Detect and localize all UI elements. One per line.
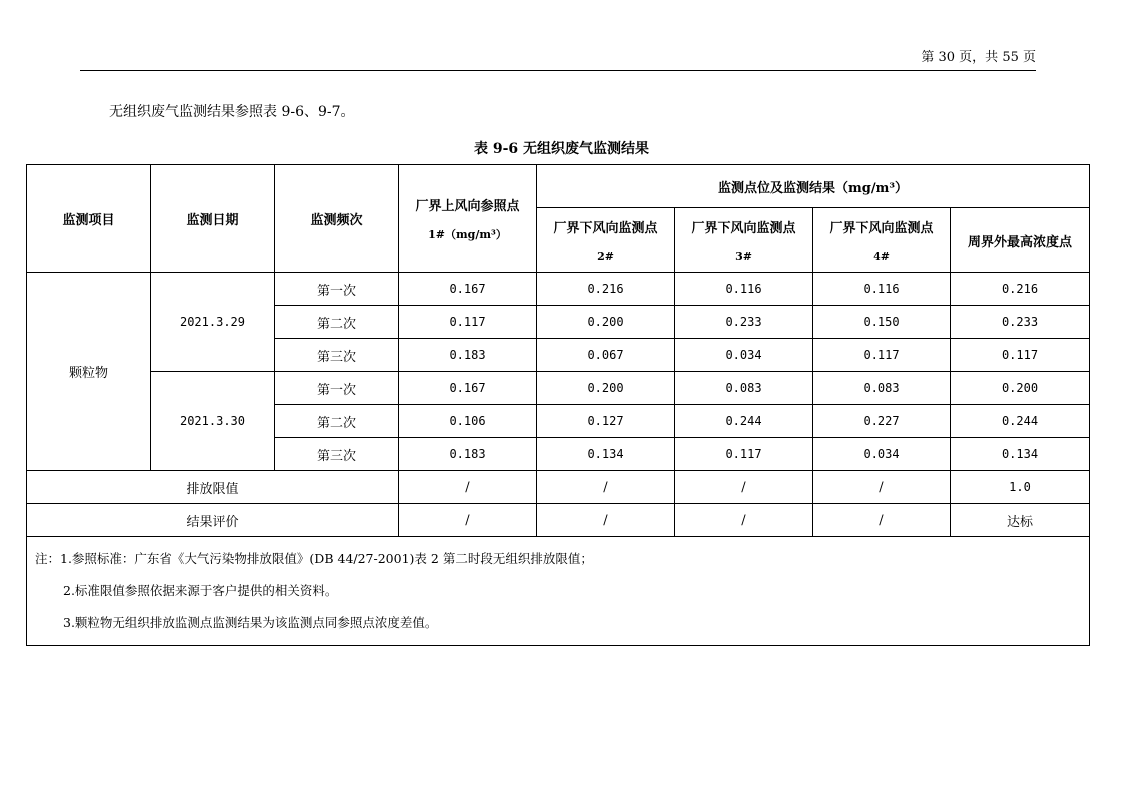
value-cell: 0.216 — [537, 273, 675, 306]
header-downwind-4 — [813, 208, 951, 273]
header-downwind-4-sub: 4# — [873, 250, 890, 263]
intro-paragraph: 无组织废气监测结果参照表 9-6、9-7。 — [109, 104, 355, 120]
value-cell: 0.134 — [951, 438, 1090, 471]
value-cell: 0.106 — [399, 405, 537, 438]
item-name-cell: 颗粒物 — [27, 273, 151, 471]
header-downwind-3-label: 厂界下风向监测点 — [691, 221, 796, 236]
value-cell: 0.117 — [951, 339, 1090, 372]
value-cell: 0.200 — [537, 306, 675, 339]
value-cell: 0.117 — [675, 438, 813, 471]
note-line: 3.颗粒物无组织排放监测点监测结果为该监测点同参照点浓度差值。 — [63, 615, 438, 630]
value-cell: 0.244 — [675, 405, 813, 438]
header-downwind-3 — [675, 208, 813, 273]
value-cell: 0.227 — [813, 405, 951, 438]
value-cell: 0.167 — [399, 273, 537, 306]
frequency-cell: 第三次 — [275, 339, 399, 372]
header-downwind-2 — [537, 208, 675, 273]
header-downwind-4-label: 厂界下风向监测点 — [829, 221, 934, 236]
value-cell: 1.0 — [951, 471, 1090, 504]
notes-cell — [27, 537, 1090, 646]
header-upwind-point — [399, 165, 537, 273]
evaluation-label: 结果评价 — [27, 504, 399, 537]
value-cell: 0.127 — [537, 405, 675, 438]
header-downwind-2-label: 厂界下风向监测点 — [553, 221, 658, 236]
date-cell: 2021.3.30 — [151, 372, 275, 471]
value-cell: 达标 — [951, 504, 1090, 537]
value-cell: 0.233 — [675, 306, 813, 339]
date-cell: 2021.3.29 — [151, 273, 275, 372]
header-downwind-3-sub: 3# — [735, 250, 752, 263]
value-cell: / — [537, 504, 675, 537]
header-frequency: 监测频次 — [275, 165, 399, 273]
value-cell: 0.083 — [813, 372, 951, 405]
value-cell: 0.117 — [399, 306, 537, 339]
value-cell: 0.200 — [951, 372, 1090, 405]
value-cell: 0.233 — [951, 306, 1090, 339]
value-cell: / — [675, 504, 813, 537]
value-cell: 0.167 — [399, 372, 537, 405]
header-upwind-sub: 1#（mg/m³） — [428, 228, 507, 241]
page-number: 第 30 页，共 55 页 — [921, 50, 1036, 65]
frequency-cell: 第二次 — [275, 405, 399, 438]
value-cell: / — [813, 504, 951, 537]
limit-row — [27, 471, 1090, 504]
value-cell: 0.083 — [675, 372, 813, 405]
header-date: 监测日期 — [151, 165, 275, 273]
value-cell: 0.216 — [951, 273, 1090, 306]
evaluation-row — [27, 504, 1090, 537]
notes-row — [27, 537, 1090, 646]
table-row — [27, 273, 1090, 306]
header-group-title: 监测点位及监测结果（mg/m³） — [537, 165, 1090, 208]
value-cell: 0.117 — [813, 339, 951, 372]
value-cell: / — [399, 504, 537, 537]
table-caption: 表 9-6 无组织废气监测结果 — [473, 141, 650, 157]
header-max-point: 周界外最高浓度点 — [951, 208, 1090, 273]
frequency-cell: 第一次 — [275, 372, 399, 405]
results-table — [26, 164, 1090, 646]
value-cell: 0.034 — [675, 339, 813, 372]
note-line: 注：1.参照标准：广东省《大气污染物排放限值》(DB 44/27-2001)表 2 第二时段无组织排放限值； — [35, 551, 593, 566]
value-cell: 0.116 — [675, 273, 813, 306]
frequency-cell: 第二次 — [275, 306, 399, 339]
value-cell: 0.183 — [399, 438, 537, 471]
value-cell: 0.244 — [951, 405, 1090, 438]
header-downwind-2-sub: 2# — [597, 250, 614, 263]
value-cell: 0.134 — [537, 438, 675, 471]
frequency-cell: 第三次 — [275, 438, 399, 471]
header-item: 监测项目 — [27, 165, 151, 273]
table-row — [27, 372, 1090, 405]
limit-label: 排放限值 — [27, 471, 399, 504]
value-cell: 0.034 — [813, 438, 951, 471]
page-header — [80, 46, 1036, 71]
value-cell: 0.116 — [813, 273, 951, 306]
value-cell: 0.183 — [399, 339, 537, 372]
note-line: 2.标准限值参照依据来源于客户提供的相关资料。 — [63, 583, 338, 598]
value-cell: / — [399, 471, 537, 504]
value-cell: 0.150 — [813, 306, 951, 339]
value-cell: 0.067 — [537, 339, 675, 372]
value-cell: / — [813, 471, 951, 504]
frequency-cell: 第一次 — [275, 273, 399, 306]
header-upwind-label: 厂界上风向参照点 — [415, 199, 520, 214]
value-cell: / — [537, 471, 675, 504]
value-cell: / — [675, 471, 813, 504]
value-cell: 0.200 — [537, 372, 675, 405]
